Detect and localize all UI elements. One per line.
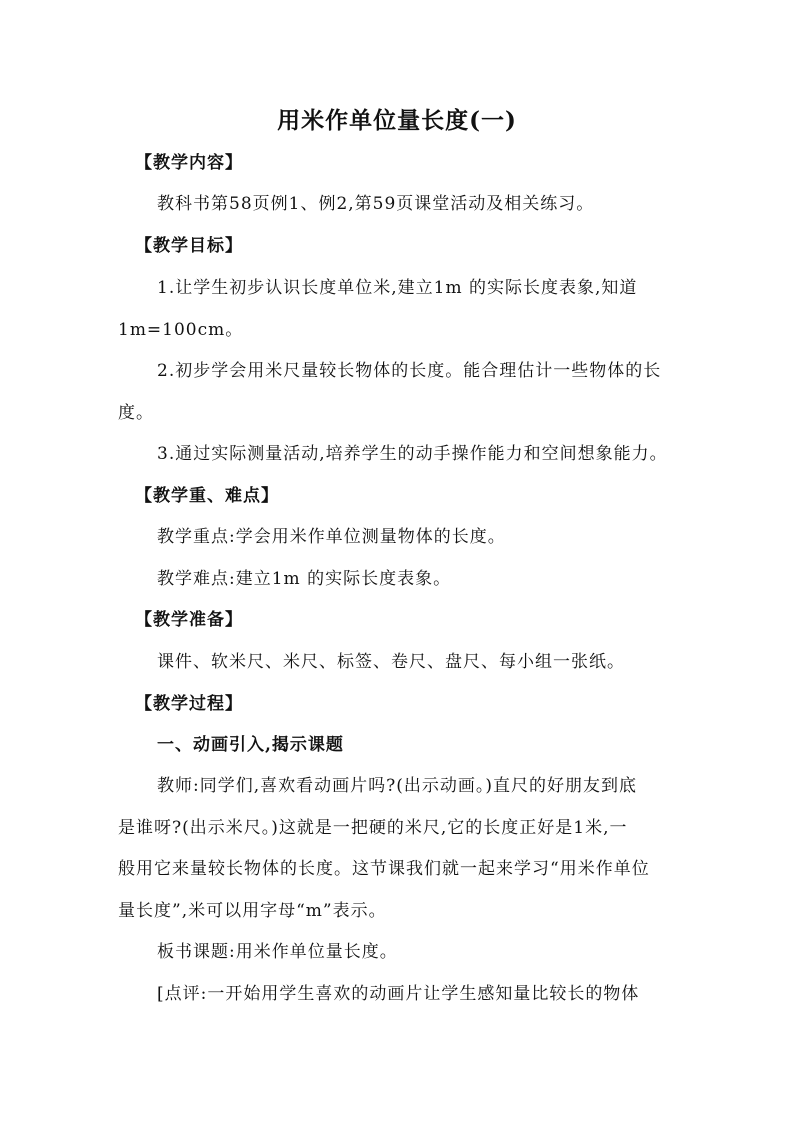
heading-teaching-process: 【教学过程】 [135, 694, 243, 714]
heading-key-points: 【教学重、难点】 [135, 486, 279, 506]
goal-2-line-2: 度。 [118, 403, 154, 423]
heading-teaching-content: 【教学内容】 [135, 153, 243, 173]
heading-teaching-goals: 【教学目标】 [135, 236, 243, 256]
difficult-point-text: 教学难点:建立1m 的实际长度表象。 [157, 569, 452, 589]
key-point-text: 教学重点:学会用米作单位测量物体的长度。 [157, 527, 506, 547]
goal-3: 3.通过实际测量活动,培养学生的动手操作能力和空间想象能力。 [157, 444, 668, 464]
goal-2-line-1: 2.初步学会用米尺量较长物体的长度。能合理估计一些物体的长 [157, 361, 662, 381]
teaching-content-text: 教科书第58页例1、例2,第59页课堂活动及相关练习。 [157, 194, 595, 214]
goal-1-line-2: 1m=100cm。 [118, 320, 244, 340]
paragraph-1-line-3: 般用它来量较长物体的长度。这节课我们就一起来学习“用米作单位 [118, 859, 650, 879]
paragraph-1-line-1: 教师:同学们,喜欢看动画片吗?(出示动画。)直尺的好朋友到底 [157, 776, 638, 796]
page-title: 用米作单位量长度(一) [277, 107, 517, 134]
goal-1-line-1: 1.让学生初步认识长度单位米,建立1m 的实际长度表象,知道 [157, 278, 638, 298]
paragraph-1-line-2: 是谁呀?(出示米尺。)这就是一把硬的米尺,它的长度正好是1米,一 [118, 818, 628, 838]
comment-line-1: [点评:一开始用学生喜欢的动画片让学生感知量比较长的物体 [157, 984, 640, 1004]
board-title-text: 板书课题:用米作单位量长度。 [157, 942, 398, 962]
heading-teaching-prep: 【教学准备】 [135, 610, 243, 630]
teaching-prep-text: 课件、软米尺、米尺、标签、卷尺、盘尺、每小组一张纸。 [157, 652, 625, 672]
paragraph-1-line-4: 量长度”,米可以用字母“m”表示。 [118, 901, 387, 921]
step-1-heading: 一、动画引入,揭示课题 [157, 735, 344, 755]
